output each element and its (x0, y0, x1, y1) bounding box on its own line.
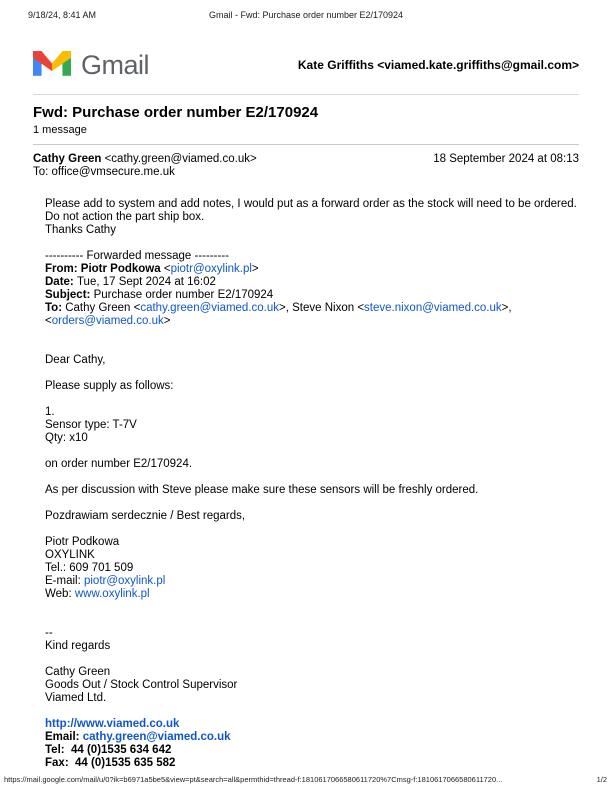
text-segment: Subject: (45, 289, 94, 301)
text-segment: Do not action the part ship box. (45, 211, 205, 223)
body-line (45, 588, 579, 601)
text-segment: Piotr Podkowa (80, 263, 164, 275)
body-line (45, 471, 579, 484)
body-line (45, 510, 579, 523)
subject-divider (33, 144, 579, 145)
body-line (45, 640, 579, 653)
body-line (45, 406, 579, 419)
body-line (45, 315, 579, 328)
text-segment: >, Steve Nixon < (279, 302, 365, 314)
email-body (33, 198, 579, 770)
body-line (45, 237, 579, 250)
cathy-email-link[interactable]: cathy.green@viamed.co.uk (140, 302, 280, 314)
body-line (45, 757, 579, 770)
body-line (45, 419, 579, 432)
text-segment: Cathy Green < (65, 302, 141, 314)
gmail-header (33, 46, 579, 84)
body-line (45, 211, 579, 224)
body-line (45, 497, 579, 510)
body-line (45, 354, 579, 367)
body-line (45, 627, 579, 640)
body-line (45, 198, 579, 211)
text-segment: OXYLINK (45, 549, 95, 561)
gmail-logo (33, 48, 149, 82)
text-segment: Tue, 17 Sept 2024 at 16:02 (76, 276, 216, 288)
body-line (45, 601, 579, 614)
body-line (45, 666, 579, 679)
text-segment: Tel.: 609 701 509 (45, 562, 134, 574)
text-segment: Thanks Cathy (45, 224, 116, 236)
print-source-url: https://mail.google.com/mail/u/0?ik=b6971a5be5&view=pt&search=all&permthid=thread-f:1810617066580611720%7Cmsg-f:1810617066580611720... (4, 775, 503, 784)
piotr-email-link[interactable]: piotr@oxylink.pl (83, 575, 166, 587)
text-segment: Web: (45, 588, 75, 600)
body-line (45, 458, 579, 471)
body-line (45, 341, 579, 354)
text-segment: Cathy Green (45, 666, 111, 678)
account-identity: Kate Griffiths <viamed.kate.griffiths@gmail.com> (297, 58, 579, 72)
body-line (45, 549, 579, 562)
body-line (45, 302, 579, 315)
text-segment: Date: (45, 276, 77, 288)
oxylink-web-link[interactable]: www.oxylink.pl (74, 588, 150, 600)
received-date: 18 September 2024 at 08:13 (433, 153, 579, 165)
steve-email-link[interactable]: steve.nixon@viamed.co.uk (364, 302, 502, 314)
body-line (45, 432, 579, 445)
body-line (45, 328, 579, 341)
text-segment: Dear Cathy, (45, 354, 106, 366)
viamed-web-link[interactable]: http://www.viamed.co.uk (45, 718, 180, 730)
print-datetime: 9/18/24, 8:41 AM (28, 10, 97, 20)
body-line (45, 367, 579, 380)
header-divider (33, 94, 579, 95)
text-segment: >, (501, 302, 512, 314)
orders-email-link[interactable]: orders@viamed.co.uk (51, 315, 164, 327)
body-line (45, 224, 579, 237)
text-segment: 1. (45, 406, 55, 418)
text-segment: Please add to system and add notes, I would put as a forward order as the stock will need to be ordered. (45, 198, 577, 210)
text-segment: < (163, 263, 171, 275)
body-line (45, 445, 579, 458)
text-segment: Kind regards (45, 640, 111, 652)
body-line (45, 692, 579, 705)
text-segment: Fax: 44 (0)1535 635 582 (45, 757, 176, 769)
body-line (45, 536, 579, 549)
cathy-email-link[interactable]: cathy.green@viamed.co.uk (82, 731, 231, 743)
body-line (45, 289, 579, 302)
body-line (45, 380, 579, 393)
gmail-wordmark: Gmail (81, 49, 150, 80)
text-segment: ---------- Forwarded message --------- (45, 250, 229, 262)
text-segment: Pozdrawiam serdecznie / Best regards, (45, 510, 246, 522)
text-segment: From: (45, 263, 81, 275)
gmail-m-icon (33, 48, 71, 82)
text-segment: < (45, 315, 52, 327)
text-segment: Piotr Podkowa (45, 536, 120, 548)
body-line (45, 562, 579, 575)
body-line (45, 276, 579, 289)
text-segment: Tel: 44 (0)1535 634 642 (45, 744, 172, 756)
body-line (45, 653, 579, 666)
text-segment: -- (45, 627, 53, 639)
text-segment: > (251, 263, 259, 275)
page-content (33, 42, 579, 770)
text-segment: Please supply as follows: (45, 380, 174, 392)
body-line (45, 744, 579, 757)
print-doc-title: Gmail - Fwd: Purchase order number E2/170924 (208, 10, 404, 20)
browser-print-header (0, 10, 612, 22)
text-segment: Goods Out / Stock Control Supervisor (45, 679, 238, 691)
text-segment: E-mail: (45, 575, 84, 587)
sender (33, 153, 257, 165)
to-row: To: office@vmsecure.me.uk (33, 166, 175, 178)
sender-name: Cathy Green (33, 153, 102, 165)
text-segment: Purchase order number E2/170924 (93, 289, 274, 301)
body-line (45, 679, 579, 692)
text-segment: Sensor type: T-7V (45, 419, 137, 431)
body-line (45, 731, 579, 744)
body-line (45, 614, 579, 627)
from-row (33, 153, 579, 165)
body-line (45, 484, 579, 497)
body-line (45, 718, 579, 731)
sender-email: <cathy.green@viamed.co.uk> (101, 153, 257, 165)
message-count: 1 message (33, 124, 87, 136)
body-line (45, 705, 579, 718)
email-subject: Fwd: Purchase order number E2/170924 (33, 104, 319, 121)
body-line (45, 250, 579, 263)
text-segment: > (163, 315, 171, 327)
text-segment: on order number E2/170924. (45, 458, 193, 470)
body-line (45, 523, 579, 536)
body-line (45, 393, 579, 406)
text-segment: As per discussion with Steve please make sure these sensors will be freshly ordered. (45, 484, 479, 496)
body-line (45, 575, 579, 588)
page-indicator: 1/2 (596, 775, 607, 784)
text-segment: Email: (45, 731, 83, 743)
text-segment: Qty: x10 (45, 432, 88, 444)
piotr-email-link[interactable]: piotr@oxylink.pl (170, 263, 252, 275)
text-segment: Viamed Ltd. (45, 692, 107, 704)
body-line (45, 263, 579, 276)
browser-print-footer (4, 775, 607, 784)
text-segment: To: (45, 302, 66, 314)
